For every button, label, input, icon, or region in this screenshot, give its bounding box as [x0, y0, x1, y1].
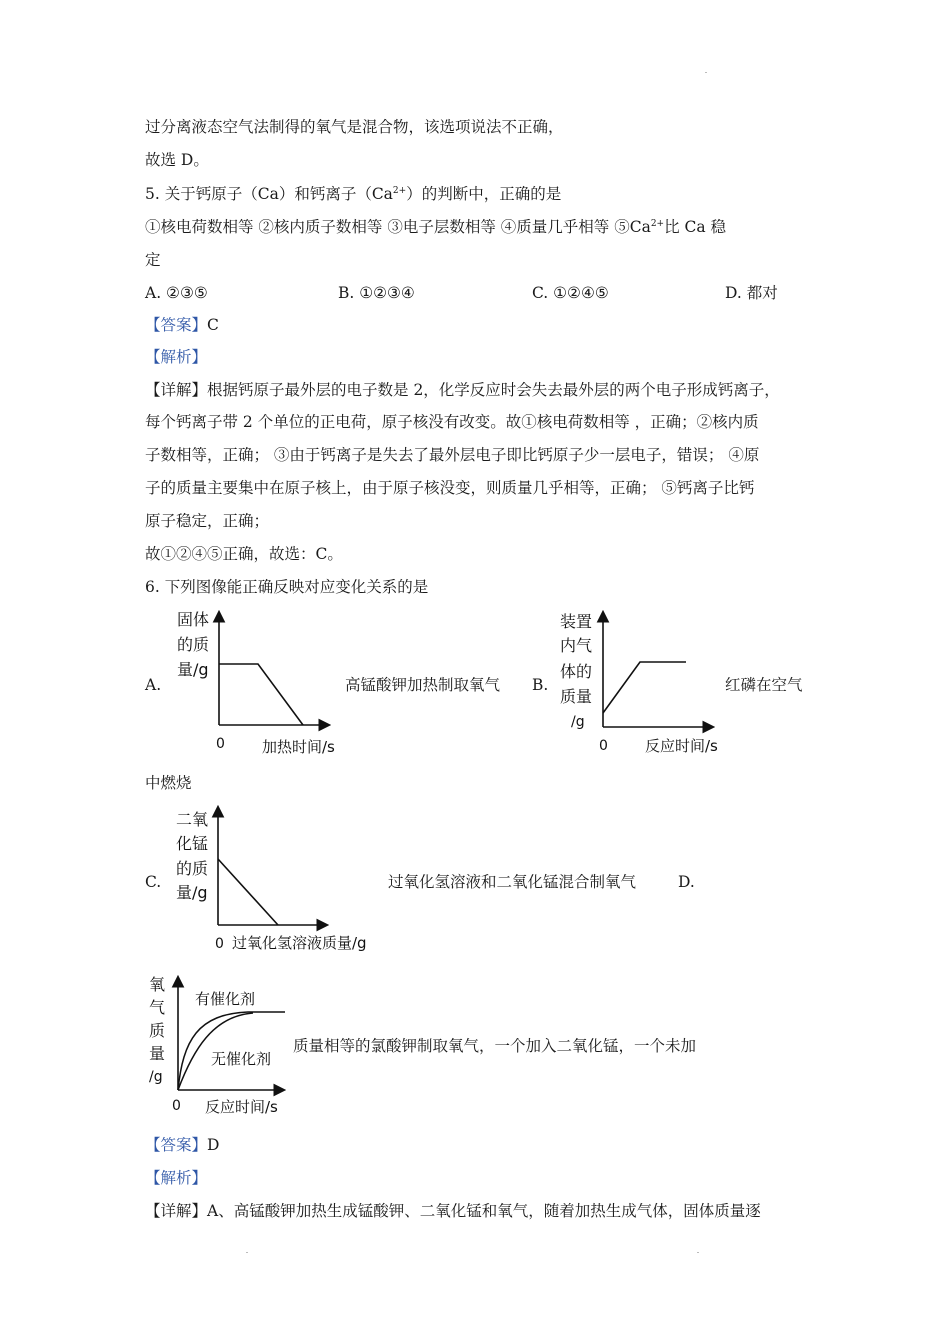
analysis-line — [145, 347, 207, 367]
scan-speck — [705, 72, 707, 73]
analysis-tag: 【解析】 — [145, 1169, 208, 1187]
graph-a — [170, 605, 350, 760]
q5-charge: 2+ — [392, 186, 407, 196]
graph-a-origin: 0 — [216, 736, 225, 752]
graph-d-ylabel-5: /g — [149, 1069, 163, 1085]
q6-option-a-letter: A. — [145, 676, 162, 694]
detail-line — [145, 380, 780, 400]
graph-c-ylabel-1: 二氧 — [176, 810, 209, 829]
graph-a-xlabel: 加热时间/s — [262, 738, 335, 756]
graph-b-origin: 0 — [599, 738, 608, 754]
graph-c-origin: 0 — [215, 936, 224, 952]
q6-option-d-desc: 质量相等的氯酸钾制取氧气，一个加入二氧化锰，一个未加 — [293, 1037, 697, 1055]
text-line: 过分离液态空气法制得的氧气是混合物，该选项说法不正确， — [145, 118, 564, 136]
graph-b-ylabel-3: 体的 — [560, 662, 593, 681]
graph-b-ylabel-4: 质量 — [560, 687, 593, 706]
graph-d-curve-label-no-catalyst: 无催化剂 — [211, 1050, 272, 1068]
question-6-stem: 6. 下列图像能正确反映对应变化关系的是 — [145, 578, 429, 596]
detail-tag: 【详解】 — [145, 381, 208, 399]
graph-c-ylabel-4: 量/g — [176, 883, 208, 902]
answer-tag: 【答案】 — [145, 316, 208, 334]
statements-charge: 2+ — [650, 219, 665, 229]
graph-d-ylabel-2: 气 — [149, 998, 166, 1017]
text-line: 定 — [145, 251, 161, 269]
q6-option-b-desc-cont: 中燃烧 — [145, 774, 192, 792]
graph-d-ylabel-1: 氧 — [149, 975, 166, 994]
q5-option-b: B. ①②③④ — [338, 284, 415, 302]
graph-a-ylabel-2: 的质 — [177, 635, 210, 654]
detail-text: 根据钙原子最外层的电子数是 2，化学反应时会失去最外层的两个电子形成钙离子， — [207, 381, 780, 399]
statements-text-a: ①核电荷数相等 ②核内质子数相等 ③电子层数相等 ④质量几乎相等 ⑤Ca — [145, 218, 651, 236]
question-5-statements — [145, 217, 726, 237]
answer-value: D — [207, 1136, 220, 1154]
answer-value: C — [207, 316, 219, 334]
graph-c — [170, 802, 390, 962]
q6-answer-line — [145, 1135, 219, 1155]
graph-c-ylabel-3: 的质 — [176, 859, 209, 878]
q5-option-a: A. ②③⑤ — [145, 284, 208, 302]
q6-option-a-desc: 高锰酸钾加热制取氧气 — [345, 676, 501, 694]
text-line: 原子稳定，正确； — [145, 512, 270, 530]
question-5-stem — [145, 184, 561, 204]
q6-option-c-letter: C. — [145, 873, 162, 891]
answer-tag: 【答案】 — [145, 1136, 208, 1154]
graph-b-ylabel-5: /g — [571, 714, 585, 730]
graph-d — [143, 970, 303, 1120]
q6-option-d-letter: D. — [678, 873, 695, 891]
text-line: 故①②④⑤正确，故选：C。 — [145, 545, 343, 563]
graph-c-ylabel-2: 化锰 — [176, 834, 209, 853]
answer-line — [145, 315, 219, 335]
graph-a-ylabel-1: 固体 — [177, 610, 210, 629]
graph-b-ylabel-1: 装置 — [560, 612, 593, 631]
analysis-tag: 【解析】 — [145, 348, 208, 366]
text-line: 子的质量主要集中在原子核上，由于原子核没变，则质量几乎相等，正确； ⑤钙离子比钙 — [145, 479, 755, 497]
q6-analysis-line — [145, 1168, 207, 1188]
graph-d-curve-label-catalyst: 有催化剂 — [195, 990, 256, 1008]
q6-option-b-desc: 红磷在空气 — [725, 676, 803, 694]
text-line: 子数相等，正确； ③由于钙离子是失去了最外层电子即比钙原子少一层电子，错误； ④原 — [145, 446, 760, 464]
detail-tag: 【详解】 — [145, 1202, 208, 1220]
q5-text-b: ）的判断中，正确的是 — [406, 185, 562, 203]
q6-option-c-desc: 过氧化氢溶液和二氧化锰混合制氧气 — [388, 873, 637, 891]
graph-b-xlabel: 反应时间/s — [645, 737, 718, 755]
text-line: 每个钙离子带 2 个单位的正电荷，原子核没有改变。故①核电荷数相等 ，正确；②核内质 — [145, 413, 759, 431]
graph-d-ylabel-3: 质 — [149, 1021, 166, 1040]
graph-a-ylabel-3: 量/g — [177, 660, 209, 679]
q5-option-d: D. 都对 — [725, 284, 778, 302]
q5-text-a: 5. 关于钙原子（Ca）和钙离子（Ca — [145, 185, 393, 203]
q6-option-b-letter: B. — [532, 676, 549, 694]
graph-d-ylabel-4: 量 — [149, 1044, 166, 1063]
statements-text-b: 比 Ca 稳 — [664, 218, 727, 236]
detail-text: A、高锰酸钾加热生成锰酸钾、二氧化锰和氧气，随着加热生成气体，固体质量逐 — [207, 1202, 761, 1220]
graph-c-xlabel: 过氧化氢溶液质量/g — [232, 934, 367, 952]
graph-b — [555, 605, 735, 760]
q6-detail-line — [145, 1201, 761, 1221]
scan-speck — [246, 1252, 248, 1253]
text-line: 故选 D。 — [145, 151, 209, 169]
graph-d-xlabel: 反应时间/s — [205, 1098, 278, 1116]
q5-option-c: C. ①②④⑤ — [532, 284, 609, 302]
scan-speck — [697, 1252, 699, 1253]
graph-b-ylabel-2: 内气 — [560, 636, 593, 655]
graph-d-origin: 0 — [172, 1098, 181, 1114]
